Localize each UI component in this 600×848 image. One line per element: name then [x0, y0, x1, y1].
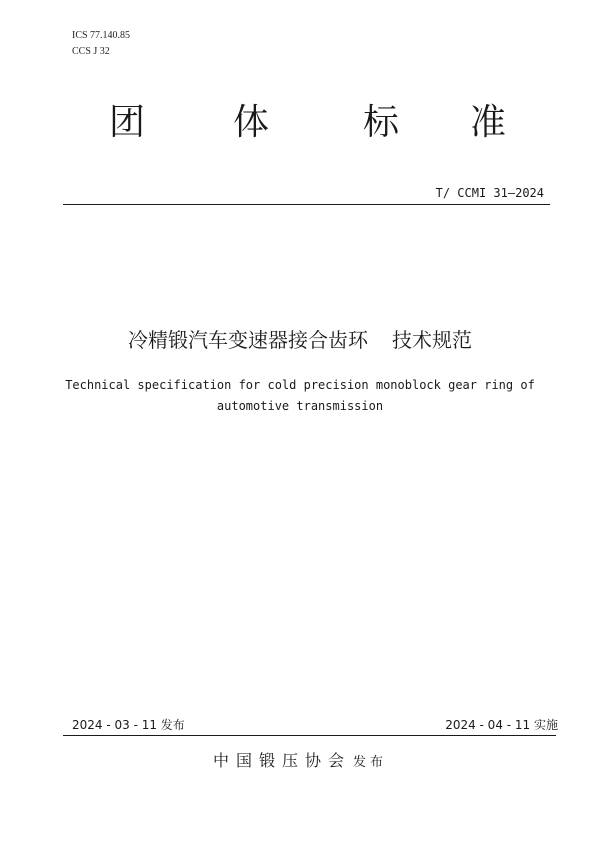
standard-number: T/ CCMI 31—2024 — [435, 186, 544, 200]
title-english-line2: automotive transmission — [216, 399, 384, 413]
publish-date: 2024 - 03 - 11 发布 — [72, 718, 185, 732]
ccs-code: CCS J 32 — [72, 46, 110, 57]
standard-type-char: 准 — [469, 102, 506, 143]
header-divider — [63, 204, 550, 205]
standard-type-char: 体 — [232, 102, 269, 143]
publisher-action: 发布 — [353, 755, 388, 770]
title-chinese-part2: 技术规范 — [392, 328, 472, 352]
publisher-line — [0, 750, 600, 774]
implement-date: 2024 - 04 - 11 实施 — [445, 718, 558, 732]
title-english-line1: Technical specification for cold precision monoblock gear ring of — [65, 378, 535, 392]
publisher-name: 中国锻压协会 — [212, 751, 351, 770]
title-chinese-part1: 冷精锻汽车变速器接合齿环 — [128, 328, 368, 352]
ics-code: ICS 77.140.85 — [72, 30, 131, 41]
standard-type-char: 团 — [108, 102, 145, 143]
footer-divider — [63, 735, 556, 736]
standard-type-char: 标 — [362, 102, 399, 143]
title-chinese — [0, 327, 600, 353]
